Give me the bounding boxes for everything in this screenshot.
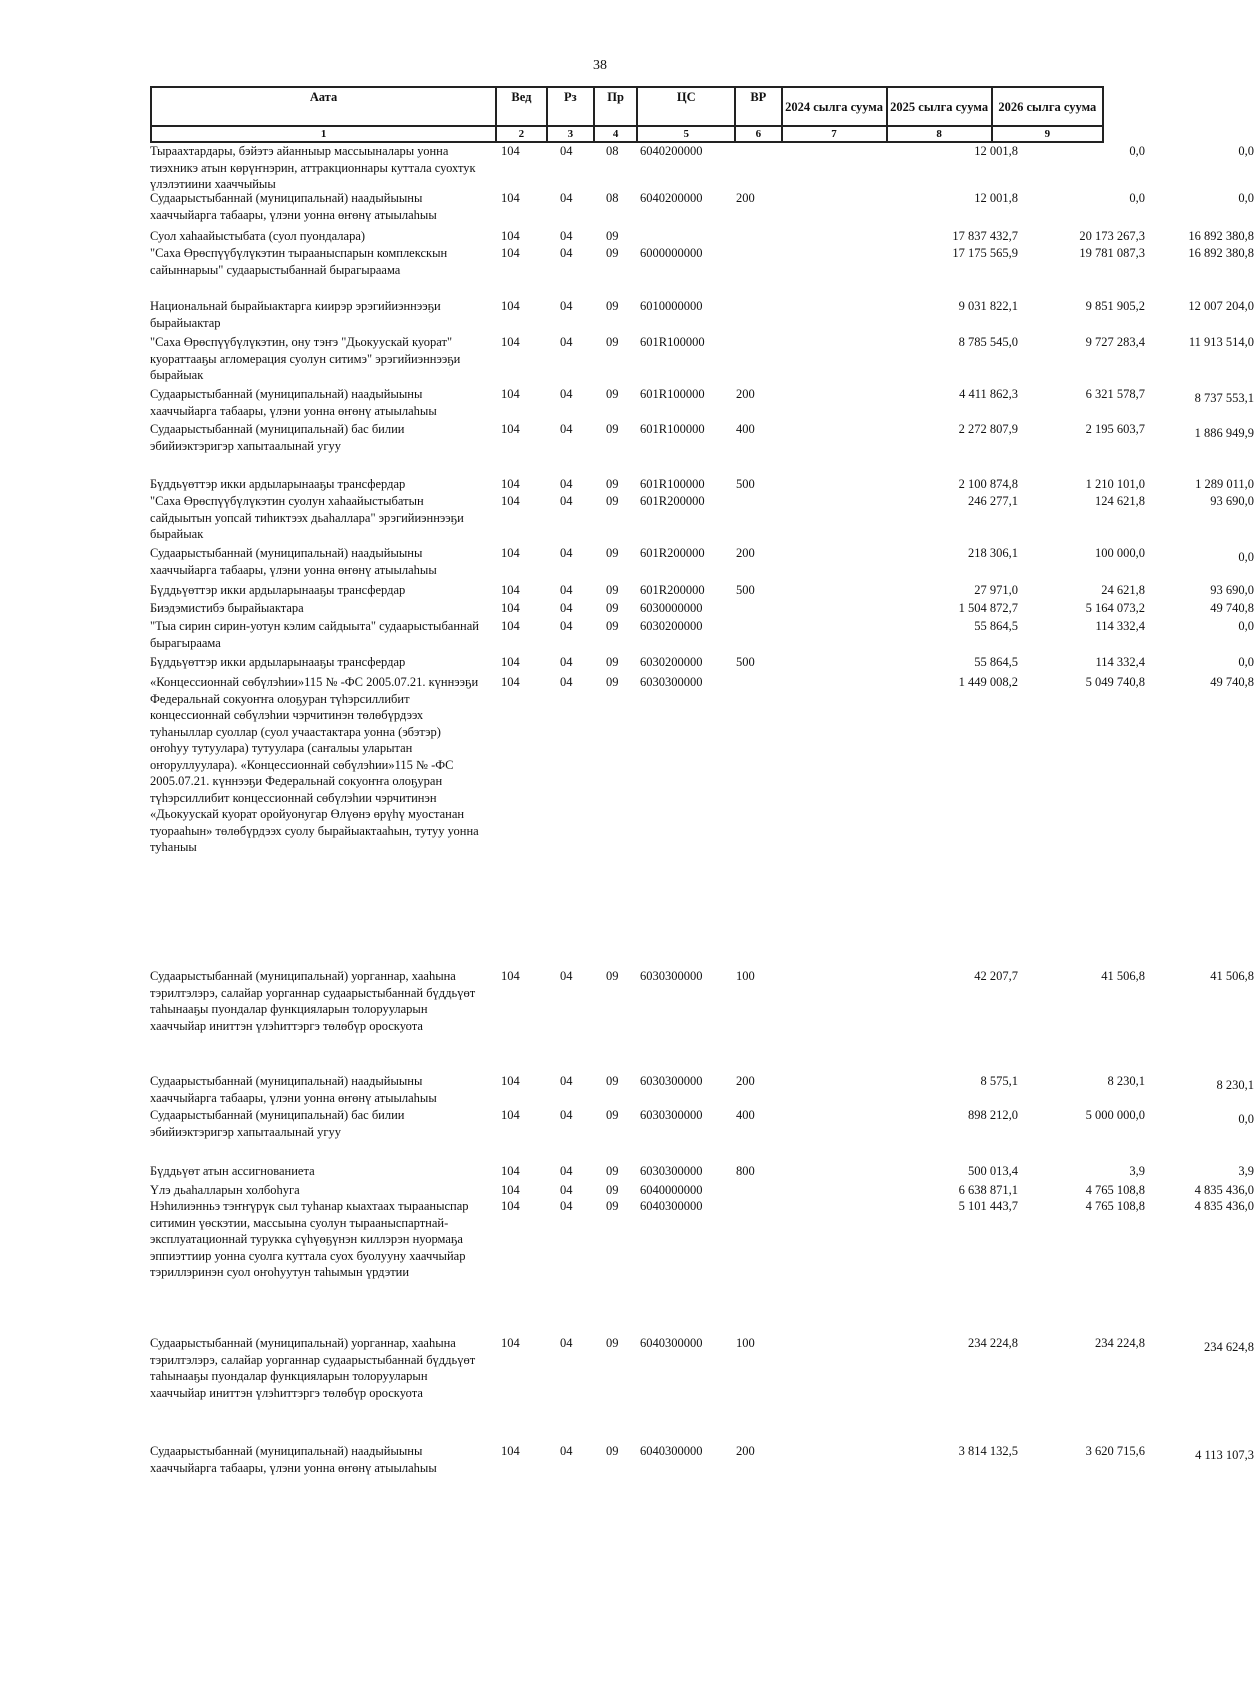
row-name: Национальнай бырайыактарга киирэр эрэгийиэннээҕи бырайыактар bbox=[150, 299, 441, 330]
header-aata: Аата bbox=[151, 87, 496, 126]
row-rz: 04 bbox=[560, 1164, 573, 1178]
header-num: 3 bbox=[547, 126, 594, 142]
row-name: Судаарыстыбаннай (муниципальнай) наадыйыыны хааччыйарга табаары, үлэни уонна өҥөнү атыылаһыы bbox=[150, 1074, 437, 1105]
row-pr: 09 bbox=[606, 1183, 619, 1197]
row-rz: 04 bbox=[560, 1108, 573, 1122]
row-2025: 4 765 108,8 bbox=[1085, 1199, 1145, 1213]
row-cs: 601R200000 bbox=[640, 583, 705, 597]
row-cs: 6030300000 bbox=[640, 969, 703, 983]
row-2025: 3 620 715,6 bbox=[1085, 1444, 1145, 1458]
row-2026: 49 740,8 bbox=[1210, 675, 1254, 689]
header-2026: 2026 сылга суума bbox=[992, 87, 1103, 126]
row-vr: 500 bbox=[736, 583, 755, 597]
row-vr: 800 bbox=[736, 1164, 755, 1178]
row-2025: 20 173 267,3 bbox=[1079, 229, 1145, 243]
row-rz: 04 bbox=[560, 299, 573, 313]
row-cs: 6030300000 bbox=[640, 1108, 703, 1122]
row-name: Судаарыстыбаннай (муниципальнай) уорганнар, хааһына тэрилтэлэрэ, салайар уорганнар судаарыстыбаннай бүддьүөт таһынааҕы пуондалар функцияларын толорууларын хааччыйар иниттэн үлэһиттэргэ төлөбүр ороскуота bbox=[150, 1336, 476, 1400]
row-2024: 8 575,1 bbox=[980, 1074, 1018, 1088]
page-number: 38 bbox=[593, 58, 607, 73]
row-cs: 601R100000 bbox=[640, 335, 705, 349]
row-cs: 601R100000 bbox=[640, 422, 705, 436]
row-ved: 104 bbox=[501, 246, 520, 260]
row-2026: 0,0 bbox=[1238, 619, 1254, 633]
budget-table-header bbox=[150, 86, 1104, 143]
row-pr: 09 bbox=[606, 1108, 619, 1122]
row-rz: 04 bbox=[560, 969, 573, 983]
row-2024: 2 100 874,8 bbox=[958, 477, 1018, 491]
row-pr: 09 bbox=[606, 246, 619, 260]
row-2024: 898 212,0 bbox=[968, 1108, 1018, 1122]
header-num: 7 bbox=[782, 126, 887, 142]
row-2025: 3,9 bbox=[1129, 1164, 1145, 1178]
row-2026: 1 289 011,0 bbox=[1195, 477, 1254, 491]
row-pr: 09 bbox=[606, 494, 619, 508]
row-2026: 4 113 107,3 bbox=[1195, 1448, 1254, 1462]
row-pr: 09 bbox=[606, 583, 619, 597]
row-2026: 16 892 380,8 bbox=[1188, 229, 1254, 243]
row-2025: 5 049 740,8 bbox=[1085, 675, 1145, 689]
row-rz: 04 bbox=[560, 675, 573, 689]
row-2025: 0,0 bbox=[1129, 191, 1145, 205]
header-2024: 2024 сылга суума bbox=[782, 87, 887, 126]
row-name: Бүддьүөттэр икки ардыларынааҕы трансфердар bbox=[150, 655, 406, 669]
row-2024: 218 306,1 bbox=[968, 546, 1018, 560]
row-2025: 19 781 087,3 bbox=[1079, 246, 1145, 260]
row-2025: 5 000 000,0 bbox=[1085, 1108, 1145, 1122]
row-cs: 6040200000 bbox=[640, 144, 703, 158]
row-vr: 100 bbox=[736, 1336, 755, 1350]
row-ved: 104 bbox=[501, 422, 520, 436]
row-2024: 4 411 862,3 bbox=[959, 387, 1018, 401]
row-2025: 9 851 905,2 bbox=[1085, 299, 1145, 313]
header-rz: Рз bbox=[547, 87, 594, 126]
row-name: Судаарыстыбаннай (муниципальнай) наадыйыыны хааччыйарга табаары, үлэни уонна өҥөнү атыылаһыы bbox=[150, 546, 437, 577]
row-rz: 04 bbox=[560, 1444, 573, 1458]
row-ved: 104 bbox=[501, 1444, 520, 1458]
row-name: Тыраахтардары, бэйэтэ айанныыр массыыналары уонна тиэхникэ атын көрүҥнэрин, аттракционнары куттала суохтук үлэлэтиини хааччыйыы bbox=[150, 144, 476, 191]
header-num: 1 bbox=[151, 126, 496, 142]
row-cs: 601R200000 bbox=[640, 546, 705, 560]
row-ved: 104 bbox=[501, 387, 520, 401]
row-ved: 104 bbox=[501, 1183, 520, 1197]
row-ved: 104 bbox=[501, 1164, 520, 1178]
row-pr: 09 bbox=[606, 969, 619, 983]
row-pr: 09 bbox=[606, 675, 619, 689]
row-ved: 104 bbox=[501, 969, 520, 983]
row-pr: 08 bbox=[606, 144, 619, 158]
row-rz: 04 bbox=[560, 387, 573, 401]
row-2026: 93 690,0 bbox=[1210, 583, 1254, 597]
row-name: "Тыа сирин сирин-уотун кэлим сайдыыта" судаарыстыбаннай бырагыраама bbox=[150, 619, 479, 650]
row-rz: 04 bbox=[560, 144, 573, 158]
row-name: "Саха Өрөспүүбүлүкэтин тырааныспарын комплекскын сайыннарыы" судаарыстыбаннай бырагыраама bbox=[150, 246, 448, 277]
row-cs: 601R200000 bbox=[640, 494, 705, 508]
row-pr: 08 bbox=[606, 191, 619, 205]
row-2025: 0,0 bbox=[1129, 144, 1145, 158]
row-2026: 12 007 204,0 bbox=[1188, 299, 1254, 313]
row-2026: 3,9 bbox=[1238, 1164, 1254, 1178]
row-ved: 104 bbox=[501, 546, 520, 560]
row-name: Судаарыстыбаннай (муниципальнай) наадыйыыны хааччыйарга табаары, үлэни уонна өҥөнү атыылаһыы bbox=[150, 387, 437, 418]
row-2026: 8 230,1 bbox=[1216, 1078, 1254, 1092]
header-2025: 2025 сылга суума bbox=[887, 87, 992, 126]
row-name: Үлэ дьаһалларын холбоһуга bbox=[150, 1183, 300, 1197]
row-2024: 12 001,8 bbox=[974, 191, 1018, 205]
row-cs: 601R100000 bbox=[640, 477, 705, 491]
row-pr: 09 bbox=[606, 422, 619, 436]
row-2024: 1 449 008,2 bbox=[958, 675, 1018, 689]
row-2026: 0,0 bbox=[1238, 1112, 1254, 1126]
row-cs: 6030200000 bbox=[640, 619, 703, 633]
row-ved: 104 bbox=[501, 1336, 520, 1350]
row-2024: 9 031 822,1 bbox=[958, 299, 1018, 313]
row-ved: 104 bbox=[501, 191, 520, 205]
row-2024: 500 013,4 bbox=[968, 1164, 1018, 1178]
row-cs: 6030200000 bbox=[640, 655, 703, 669]
row-rz: 04 bbox=[560, 655, 573, 669]
row-2025: 6 321 578,7 bbox=[1085, 387, 1145, 401]
row-2026: 234 624,8 bbox=[1204, 1340, 1254, 1354]
row-rz: 04 bbox=[560, 246, 573, 260]
row-pr: 09 bbox=[606, 619, 619, 633]
row-pr: 09 bbox=[606, 601, 619, 615]
row-vr: 200 bbox=[736, 1074, 755, 1088]
row-pr: 09 bbox=[606, 546, 619, 560]
row-ved: 104 bbox=[501, 1199, 520, 1213]
row-2026: 0,0 bbox=[1238, 144, 1254, 158]
row-cs: 6040300000 bbox=[640, 1336, 703, 1350]
row-pr: 09 bbox=[606, 299, 619, 313]
row-2025: 4 765 108,8 bbox=[1085, 1183, 1145, 1197]
row-cs: 6040300000 bbox=[640, 1444, 703, 1458]
row-2024: 5 101 443,7 bbox=[958, 1199, 1018, 1213]
row-ved: 104 bbox=[501, 494, 520, 508]
row-2025: 1 210 101,0 bbox=[1085, 477, 1145, 491]
row-pr: 09 bbox=[606, 387, 619, 401]
row-name: Судаарыстыбаннай (муниципальнай) бас билии эбийиэктэригэр хапытаалынай угуу bbox=[150, 422, 405, 453]
row-name: «Концессионнай сөбүлэһии»115 № -ФС 2005.07.21. күннээҕи Федеральнай сокуоҥҥа олоҕуран түһэрсиллибит концессионнай сөбүлэһии чэрчитинэн төлөбүрдээх туһаныллар суоллар (суол учаастактара уонна (эбэтэр) оҥоһуу тутуулара) тутуулара (саҥалыы уларытан оҥоруллуулара). «Концессионнай сөбүлэһии»115 № -ФС 2005.07.21. күннээҕи Федеральнай сокуоҥҥа олоҕуран түһэрсиллибит концессионнай сөбүлэһии чэрчитинэн «Дьокуускай куорат оройуонугар Өлүөнэ өрүһү муостанан туорааһын» төлөбүрдээх суолу бырайыактааһын, тутуу уонна туһаныы bbox=[150, 675, 479, 854]
row-cs: 6040300000 bbox=[640, 1199, 703, 1213]
row-cs: 6030300000 bbox=[640, 675, 703, 689]
row-2024: 1 504 872,7 bbox=[958, 601, 1018, 615]
header-cs: ЦС bbox=[637, 87, 735, 126]
row-rz: 04 bbox=[560, 601, 573, 615]
row-rz: 04 bbox=[560, 1074, 573, 1088]
row-cs: 6040200000 bbox=[640, 191, 703, 205]
row-rz: 04 bbox=[560, 335, 573, 349]
header-num: 9 bbox=[992, 126, 1103, 142]
row-rz: 04 bbox=[560, 191, 573, 205]
row-rz: 04 bbox=[560, 1199, 573, 1213]
row-ved: 104 bbox=[501, 477, 520, 491]
row-2025: 8 230,1 bbox=[1107, 1074, 1145, 1088]
row-2025: 24 621,8 bbox=[1101, 583, 1145, 597]
row-pr: 09 bbox=[606, 229, 619, 243]
row-name: "Саха Өрөспүүбүлүкэтин суолун хаһаайыстыбатын сайдыытын уопсай тиһиктээх дьаһаллара" эрэгийиэннээҕи бырайыак bbox=[150, 494, 464, 541]
row-2026: 8 737 553,1 bbox=[1194, 391, 1254, 405]
row-pr: 09 bbox=[606, 1074, 619, 1088]
row-rz: 04 bbox=[560, 583, 573, 597]
row-2024: 42 207,7 bbox=[974, 969, 1018, 983]
row-rz: 04 bbox=[560, 1183, 573, 1197]
row-vr: 200 bbox=[736, 191, 755, 205]
row-vr: 400 bbox=[736, 1108, 755, 1122]
row-name: Бүддьүөттэр икки ардыларынааҕы трансфердар bbox=[150, 583, 406, 597]
row-2024: 27 971,0 bbox=[974, 583, 1018, 597]
row-2026: 4 835 436,0 bbox=[1194, 1183, 1254, 1197]
header-pr: Пр bbox=[594, 87, 637, 126]
row-name: Биэдэмистибэ бырайыактара bbox=[150, 601, 304, 615]
row-ved: 104 bbox=[501, 144, 520, 158]
header-num: 2 bbox=[496, 126, 546, 142]
header-num: 5 bbox=[637, 126, 735, 142]
row-name: Судаарыстыбаннай (муниципальнай) бас билии эбийиэктэригэр хапытаалынай угуу bbox=[150, 1108, 405, 1139]
header-num: 4 bbox=[594, 126, 637, 142]
row-2026: 0,0 bbox=[1238, 655, 1254, 669]
row-2025: 5 164 073,2 bbox=[1085, 601, 1145, 615]
row-ved: 104 bbox=[501, 335, 520, 349]
row-2024: 55 864,5 bbox=[974, 619, 1018, 633]
row-ved: 104 bbox=[501, 1108, 520, 1122]
row-2025: 124 621,8 bbox=[1095, 494, 1145, 508]
row-name: Бүддьүөттэр икки ардыларынааҕы трансфердар bbox=[150, 477, 406, 491]
row-cs: 6010000000 bbox=[640, 299, 703, 313]
row-vr: 200 bbox=[736, 387, 755, 401]
row-cs: 601R100000 bbox=[640, 387, 705, 401]
row-2026: 93 690,0 bbox=[1210, 494, 1254, 508]
row-name: Суол хаһаайыстыбата (суол пуондалара) bbox=[150, 229, 366, 243]
row-2025: 114 332,4 bbox=[1095, 655, 1145, 669]
row-2025: 114 332,4 bbox=[1095, 619, 1145, 633]
row-vr: 200 bbox=[736, 546, 755, 560]
row-rz: 04 bbox=[560, 494, 573, 508]
header-ved: Вед bbox=[496, 87, 546, 126]
row-2025: 9 727 283,4 bbox=[1085, 335, 1145, 349]
row-2024: 17 175 565,9 bbox=[952, 246, 1018, 260]
row-2025: 2 195 603,7 bbox=[1085, 422, 1145, 436]
row-name: Судаарыстыбаннай (муниципальнай) наадыйыыны хааччыйарга табаары, үлэни уонна өҥөнү атыылаһыы bbox=[150, 1444, 437, 1475]
row-2026: 1 886 949,9 bbox=[1194, 426, 1254, 440]
row-rz: 04 bbox=[560, 619, 573, 633]
row-name: Бүддьүөт атын ассигнованиета bbox=[150, 1164, 315, 1178]
row-rz: 04 bbox=[560, 546, 573, 560]
row-pr: 09 bbox=[606, 1164, 619, 1178]
row-rz: 04 bbox=[560, 1336, 573, 1350]
row-pr: 09 bbox=[606, 655, 619, 669]
row-vr: 500 bbox=[736, 655, 755, 669]
row-2026: 0,0 bbox=[1238, 191, 1254, 205]
row-ved: 104 bbox=[501, 675, 520, 689]
row-2024: 2 272 807,9 bbox=[958, 422, 1018, 436]
row-2024: 246 277,1 bbox=[968, 494, 1018, 508]
header-num: 6 bbox=[735, 126, 781, 142]
row-2024: 6 638 871,1 bbox=[958, 1183, 1018, 1197]
row-pr: 09 bbox=[606, 1199, 619, 1213]
row-rz: 04 bbox=[560, 477, 573, 491]
row-2024: 17 837 432,7 bbox=[952, 229, 1018, 243]
row-2025: 234 224,8 bbox=[1095, 1336, 1145, 1350]
row-2024: 234 224,8 bbox=[968, 1336, 1018, 1350]
row-cs: 6030000000 bbox=[640, 601, 703, 615]
row-name: "Саха Өрөспүүбүлүкэтин, ону тэҥэ "Дьокуускай куорат" куораттааҕы агломерация суолун ситимэ" эрэгийиэннээҕи бырайыак bbox=[150, 335, 461, 382]
row-vr: 200 bbox=[736, 1444, 755, 1458]
header-num: 8 bbox=[887, 126, 992, 142]
row-2024: 12 001,8 bbox=[974, 144, 1018, 158]
row-2024: 55 864,5 bbox=[974, 655, 1018, 669]
row-vr: 500 bbox=[736, 477, 755, 491]
row-name: Нэһилиэнньэ тэҥҥүрүк сыл туһанар кыахтаах тырааныспар ситимин үөскэтии, массыына суолун тырааныспартнай-эксплуатационнай туруккa сүһүөҕүнэн киллэрэн нуормаҕа эппиэттиир уонна суолга куттала суох буолууну хааччыйар тэриллэринэн суол оҥоһуутун таһымын үрдэтии bbox=[150, 1199, 469, 1279]
row-name: Судаарыстыбаннай (муниципальнай) уорганнар, хааһына тэрилтэлэрэ, салайар уорганнар судаарыстыбаннай бүддьүөт таһынааҕы пуондалар функцияларын толорууларын хааччыйар иниттэн үлэһиттэргэ төлөбүр ороскуота bbox=[150, 969, 476, 1033]
row-cs: 6030300000 bbox=[640, 1074, 703, 1088]
row-2026: 49 740,8 bbox=[1210, 601, 1254, 615]
row-cs: 6040000000 bbox=[640, 1183, 703, 1197]
row-2026: 0,0 bbox=[1238, 550, 1254, 564]
row-vr: 100 bbox=[736, 969, 755, 983]
row-name: Судаарыстыбаннай (муниципальнай) наадыйыыны хааччыйарга табаары, үлэни уонна өҥөнү атыылаһыы bbox=[150, 191, 437, 222]
row-ved: 104 bbox=[501, 655, 520, 669]
row-2026: 16 892 380,8 bbox=[1188, 246, 1254, 260]
row-ved: 104 bbox=[501, 583, 520, 597]
row-2025: 41 506,8 bbox=[1101, 969, 1145, 983]
row-cs: 6000000000 bbox=[640, 246, 703, 260]
row-pr: 09 bbox=[606, 335, 619, 349]
row-pr: 09 bbox=[606, 477, 619, 491]
row-2026: 4 835 436,0 bbox=[1194, 1199, 1254, 1213]
row-rz: 04 bbox=[560, 422, 573, 436]
row-pr: 09 bbox=[606, 1444, 619, 1458]
row-rz: 04 bbox=[560, 229, 573, 243]
row-2026: 11 913 514,0 bbox=[1188, 335, 1254, 349]
row-ved: 104 bbox=[501, 1074, 520, 1088]
row-ved: 104 bbox=[501, 601, 520, 615]
header-vr: ВР bbox=[735, 87, 781, 126]
row-2026: 41 506,8 bbox=[1210, 969, 1254, 983]
row-2024: 3 814 132,5 bbox=[958, 1444, 1018, 1458]
row-2024: 8 785 545,0 bbox=[958, 335, 1018, 349]
row-ved: 104 bbox=[501, 229, 520, 243]
row-vr: 400 bbox=[736, 422, 755, 436]
row-pr: 09 bbox=[606, 1336, 619, 1350]
row-ved: 104 bbox=[501, 619, 520, 633]
row-cs: 6030300000 bbox=[640, 1164, 703, 1178]
row-2025: 100 000,0 bbox=[1095, 546, 1145, 560]
row-ved: 104 bbox=[501, 299, 520, 313]
